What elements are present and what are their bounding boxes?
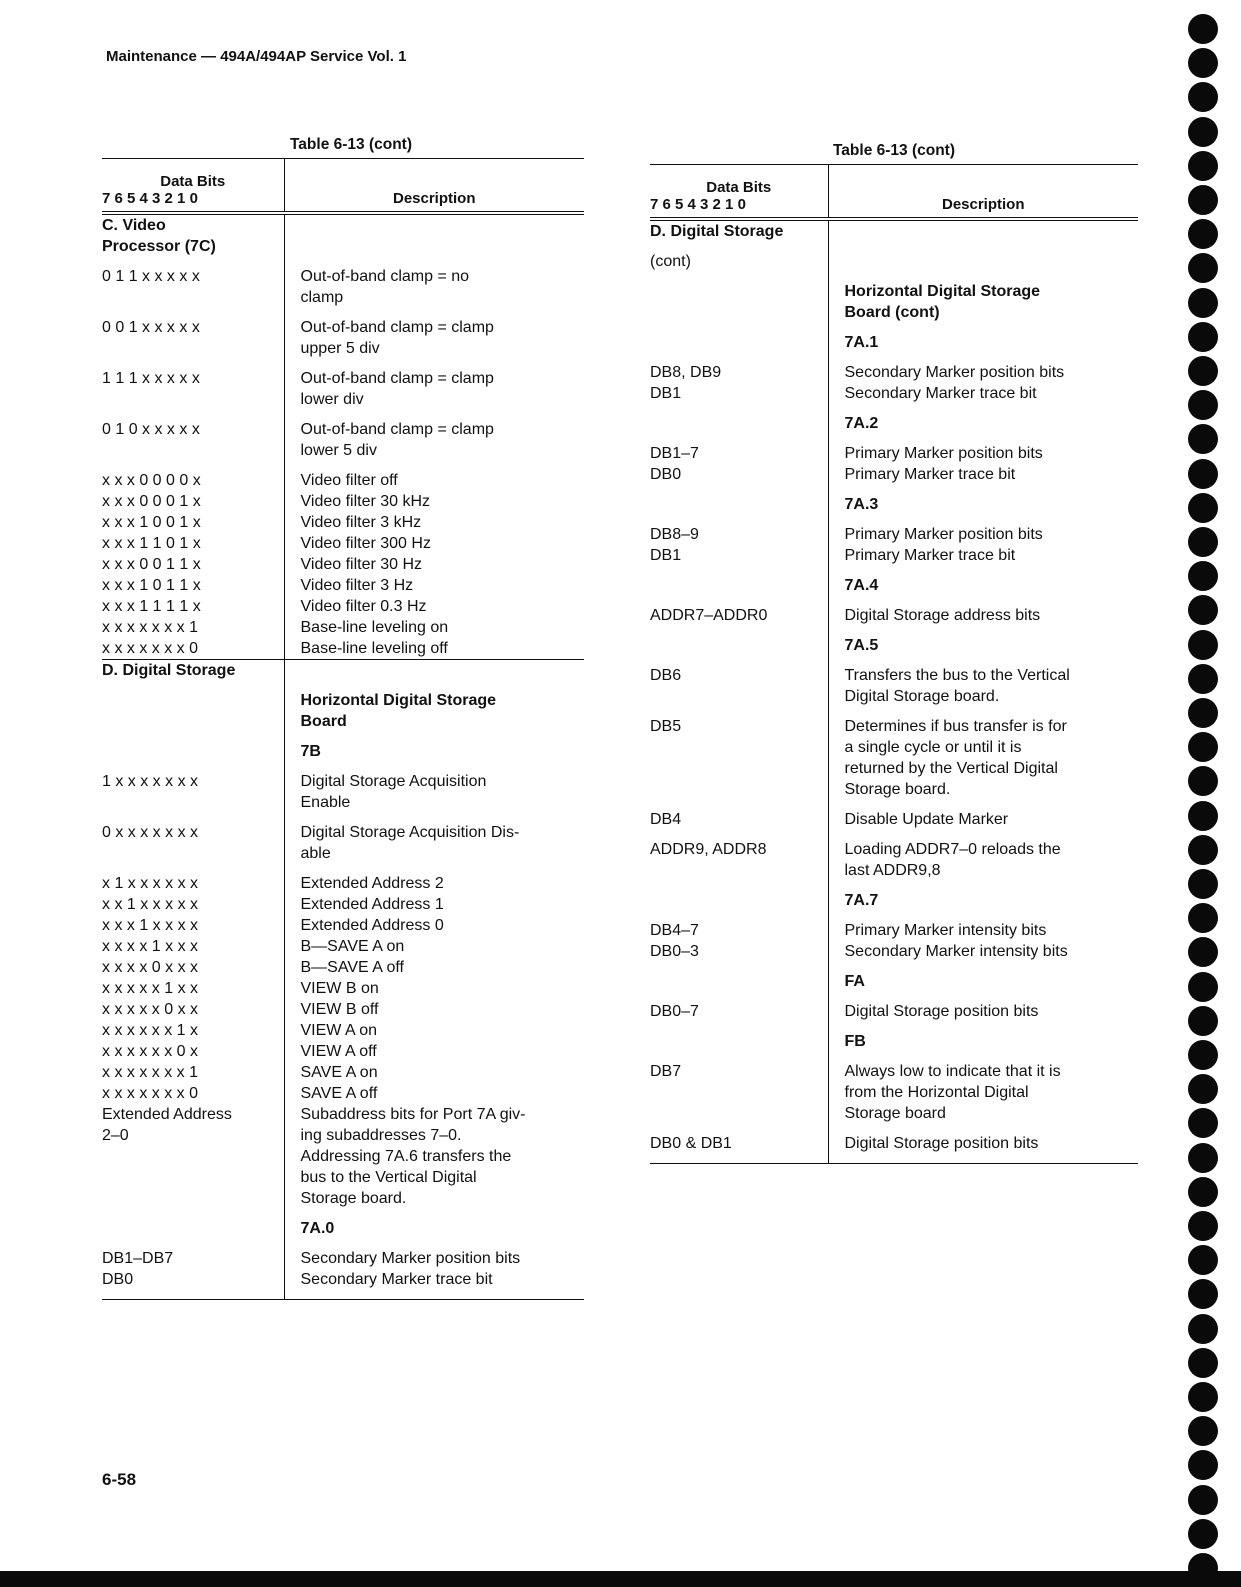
binder-hole [1188, 1211, 1218, 1241]
description-cell: Digital Storage Acquisition Dis- able [284, 822, 584, 873]
description-cell: Video filter 0.3 Hz [284, 596, 584, 617]
bits-cell [650, 635, 828, 665]
table-row [650, 494, 1138, 524]
description-cell: Digital Storage position bits [828, 1001, 1138, 1031]
description-cell: Extended Address 1 [284, 894, 584, 915]
bits-cell [650, 332, 828, 362]
bits-cell: x x x x x x x 0 [102, 1085, 199, 1102]
bits-cell: x x x x x x x 1 [102, 1064, 199, 1081]
table-row [102, 936, 584, 957]
bits-cell: x x x x x x 1 x [102, 1022, 199, 1039]
bits-cell: DB4 [650, 811, 682, 828]
bits-cell: DB7 [650, 1063, 682, 1080]
binder-hole [1188, 82, 1218, 112]
table-title: Table 6-13 (cont) [289, 136, 412, 153]
bits-cell: DB0 & DB1 [650, 1133, 828, 1164]
table-row [102, 660, 584, 691]
table-row [650, 1061, 1138, 1133]
bits-cell: DB6 [650, 667, 682, 684]
binder-hole [1188, 664, 1218, 694]
bits-cell: C. Video Processor (7C) [102, 217, 216, 255]
table-row [650, 281, 1138, 332]
table-row [102, 1020, 584, 1041]
binder-hole [1188, 14, 1218, 44]
table-row [650, 413, 1138, 443]
table-right [650, 142, 1138, 1164]
bits-cell: x x x 1 x x x x [102, 917, 199, 934]
table-row [650, 809, 1138, 839]
table-row [650, 890, 1138, 920]
page-number: 6-58 [102, 1470, 137, 1489]
col-header-data-bits: Data Bits 7 6 5 4 3 2 1 0 [102, 159, 284, 214]
binder-hole [1188, 937, 1218, 967]
description-cell: Base-line leveling on [284, 617, 584, 638]
description-cell: Determines if bus transfer is for a single cycle or until it is returned by the Vertical Digital Storage board. [828, 716, 1138, 809]
bits-cell [102, 690, 284, 741]
bits-cell: 0 0 1 x x x x x [102, 319, 200, 336]
binder-hole [1188, 1143, 1218, 1173]
table-row [102, 368, 584, 419]
bits-cell [650, 413, 828, 443]
table-row [650, 635, 1138, 665]
bits-cell: DB5 [650, 718, 682, 735]
bits-cell: (cont) [650, 253, 691, 270]
description-cell: Digital Storage address bits [828, 605, 1138, 635]
bits-cell: D. Digital Storage [102, 660, 284, 691]
binder-hole [1188, 698, 1218, 728]
description-cell: 7A.4 [828, 575, 1138, 605]
description-cell: Out-of-band clamp = clamp lower div [284, 368, 584, 419]
table-title: Table 6-13 (cont) [832, 142, 955, 159]
binder-hole [1188, 1040, 1218, 1070]
binder-hole [1188, 1519, 1218, 1549]
description-cell: 7A.7 [828, 890, 1138, 920]
binder-hole [1188, 801, 1218, 831]
bits-cell: x x x 1 1 1 1 x [102, 598, 201, 615]
table-row [650, 1133, 1138, 1164]
bits-cell [650, 281, 828, 332]
description-cell: Horizontal Digital Storage Board (cont) [828, 281, 1138, 332]
description-cell: SAVE A off [284, 1083, 584, 1104]
binder-hole [1188, 493, 1218, 523]
bits-cell: 1 1 1 x x x x x [102, 370, 200, 387]
table-left [102, 136, 584, 1300]
table-row [650, 524, 1138, 575]
binder-hole [1188, 1245, 1218, 1275]
description-cell: Video filter 30 kHz [284, 491, 584, 512]
table-row [650, 575, 1138, 605]
table-row [650, 605, 1138, 635]
table-row [102, 638, 584, 660]
table-row [650, 443, 1138, 494]
description-cell: Video filter 30 Hz [284, 554, 584, 575]
description-cell [828, 219, 1138, 251]
description-cell: Extended Address 2 [284, 873, 584, 894]
table-row [102, 1083, 584, 1104]
binder-hole [1188, 595, 1218, 625]
description-cell: VIEW A off [284, 1041, 584, 1062]
bits-cell: x x x x x x x 0 [102, 640, 199, 657]
scan-border [0, 1571, 1241, 1587]
bits-cell: x x x 1 0 1 1 x [102, 577, 201, 594]
table-row [102, 596, 584, 617]
description-cell: Secondary Marker position bits Secondary Marker trace bit [828, 362, 1138, 413]
description-cell: VIEW B on [284, 978, 584, 999]
description-cell: FB [828, 1031, 1138, 1061]
description-cell: Out-of-band clamp = clamp upper 5 div [284, 317, 584, 368]
description-cell: Extended Address 0 [284, 915, 584, 936]
description-cell: Horizontal Digital Storage Board [284, 690, 584, 741]
binder-hole [1188, 1279, 1218, 1309]
description-cell: Video filter 3 Hz [284, 575, 584, 596]
bits-cell: x x x x x x 0 x [102, 1043, 199, 1060]
binder-holes [1188, 0, 1228, 1587]
bits-cell: Extended Address 2–0 [102, 1106, 232, 1144]
description-cell: 7A.2 [828, 413, 1138, 443]
bits-cell: 0 1 0 x x x x x [102, 421, 200, 438]
bits-cell: 1 x x x x x x x [102, 773, 199, 790]
description-cell: VIEW B off [284, 999, 584, 1020]
col-header-description: Description [828, 165, 1138, 220]
bits-cell: 0 x x x x x x x [102, 824, 199, 841]
binder-hole [1188, 630, 1218, 660]
description-cell: Out-of-band clamp = no clamp [284, 266, 584, 317]
table-row [102, 317, 584, 368]
data-bits-table [102, 158, 584, 1300]
table-row [102, 575, 584, 596]
table-row [102, 1218, 584, 1248]
binder-hole [1188, 1314, 1218, 1344]
description-cell: Digital Storage Acquisition Enable [284, 771, 584, 822]
description-cell: SAVE A on [284, 1062, 584, 1083]
description-cell: Video filter 300 Hz [284, 533, 584, 554]
table-row [102, 213, 584, 266]
bits-cell: x x x 0 0 0 1 x [102, 493, 201, 510]
table-row [102, 690, 584, 741]
table-row [650, 920, 1138, 971]
bits-cell [102, 1218, 284, 1248]
bits-cell [650, 575, 828, 605]
table-row [102, 1041, 584, 1062]
table-row [102, 873, 584, 894]
bits-cell: DB0–7 [650, 1003, 699, 1020]
bits-cell: DB1–DB7 DB0 [102, 1248, 284, 1300]
bits-cell: D. Digital Storage [650, 223, 784, 240]
table-row [102, 266, 584, 317]
table-row [102, 822, 584, 873]
data-bits-table [650, 164, 1138, 1164]
table-row [102, 533, 584, 554]
binder-hole [1188, 732, 1218, 762]
bits-cell: DB4–7 DB0–3 [650, 922, 699, 960]
description-cell: FA [828, 971, 1138, 1001]
bits-cell: 0 1 1 x x x x x [102, 268, 200, 285]
table-row [650, 839, 1138, 890]
bits-cell: x x x x x 0 x x [102, 1001, 199, 1018]
description-cell: 7A.5 [828, 635, 1138, 665]
binder-hole [1188, 972, 1218, 1002]
description-cell [828, 251, 1138, 281]
binder-hole [1188, 903, 1218, 933]
bits-cell: x x x 1 1 0 1 x [102, 535, 201, 552]
binder-hole [1188, 390, 1218, 420]
bits-cell [102, 741, 284, 771]
binder-hole [1188, 322, 1218, 352]
description-cell: 7A.1 [828, 332, 1138, 362]
description-cell: 7A.3 [828, 494, 1138, 524]
binder-hole [1188, 835, 1218, 865]
bits-cell: x x x x x x x 1 [102, 619, 199, 636]
page-header: Maintenance — 494A/494AP Service Vol. 1 [106, 48, 407, 65]
table-row [102, 491, 584, 512]
bits-cell: DB8–9 DB1 [650, 526, 699, 564]
table-row [650, 971, 1138, 1001]
table-row [650, 1001, 1138, 1031]
table-row [102, 512, 584, 533]
description-cell: Secondary Marker position bits Secondary Marker trace bit [284, 1248, 584, 1300]
bits-cell [650, 1031, 828, 1061]
table-row [102, 771, 584, 822]
binder-hole [1188, 1177, 1218, 1207]
bits-cell [650, 494, 828, 524]
table-row [102, 957, 584, 978]
table-row [102, 1248, 584, 1300]
description-cell: Primary Marker position bits Primary Marker trace bit [828, 524, 1138, 575]
table-row [102, 915, 584, 936]
binder-hole [1188, 1382, 1218, 1412]
binder-hole [1188, 1006, 1218, 1036]
description-cell: Video filter off [284, 470, 584, 491]
bits-cell: x x x x x 1 x x [102, 980, 199, 997]
binder-hole [1188, 869, 1218, 899]
table-row [102, 741, 584, 771]
table-row [650, 219, 1138, 251]
binder-hole [1188, 253, 1218, 283]
binder-hole [1188, 185, 1218, 215]
table-row [102, 419, 584, 470]
description-cell: VIEW A on [284, 1020, 584, 1041]
table-row [102, 894, 584, 915]
binder-hole [1188, 288, 1218, 318]
binder-hole [1188, 356, 1218, 386]
description-cell: Transfers the bus to the Vertical Digital Storage board. [828, 665, 1138, 716]
binder-hole [1188, 219, 1218, 249]
bits-cell: x x x 0 0 1 1 x [102, 556, 201, 573]
description-cell: Loading ADDR7–0 reloads the last ADDR9,8 [828, 839, 1138, 890]
binder-hole [1188, 151, 1218, 181]
binder-hole [1188, 1450, 1218, 1480]
table-row [102, 470, 584, 491]
binder-hole [1188, 1348, 1218, 1378]
bits-cell [650, 890, 828, 920]
table-row [650, 332, 1138, 362]
description-cell: Base-line leveling off [284, 638, 584, 660]
description-cell: Disable Update Marker [828, 809, 1138, 839]
table-row [650, 1031, 1138, 1061]
description-cell: 7A.0 [284, 1218, 584, 1248]
table-row [102, 1062, 584, 1083]
bits-cell: x x x 1 0 0 1 x [102, 514, 201, 531]
binder-hole [1188, 117, 1218, 147]
description-cell [284, 213, 584, 266]
table-row [650, 362, 1138, 413]
description-cell: 7B [284, 741, 584, 771]
table-row [102, 617, 584, 638]
bits-cell [650, 971, 828, 1001]
description-cell: Always low to indicate that it is from the Horizontal Digital Storage board [828, 1061, 1138, 1133]
description-cell: B—SAVE A on [284, 936, 584, 957]
table-row [102, 1104, 584, 1218]
bits-cell: x x 1 x x x x x [102, 896, 199, 913]
table-row [650, 665, 1138, 716]
description-cell: Out-of-band clamp = clamp lower 5 div [284, 419, 584, 470]
bits-cell: DB8, DB9 DB1 [650, 364, 722, 402]
binder-hole [1188, 1485, 1218, 1515]
description-cell: Digital Storage position bits [828, 1133, 1138, 1164]
description-cell [284, 660, 584, 691]
binder-hole [1188, 1108, 1218, 1138]
binder-hole [1188, 48, 1218, 78]
description-cell: Primary Marker position bits Primary Marker trace bit [828, 443, 1138, 494]
binder-hole [1188, 766, 1218, 796]
binder-hole [1188, 424, 1218, 454]
table-row [650, 716, 1138, 809]
binder-hole [1188, 1416, 1218, 1446]
bits-cell: x x x x 0 x x x [102, 959, 199, 976]
bits-cell: x x x 0 0 0 0 x [102, 472, 201, 489]
table-row [102, 999, 584, 1020]
binder-hole [1188, 459, 1218, 489]
bits-cell: x x x x 1 x x x [102, 938, 199, 955]
bits-cell: DB1–7 DB0 [650, 445, 699, 483]
bits-cell: x 1 x x x x x x [102, 875, 199, 892]
description-cell: Subaddress bits for Port 7A giv- ing subaddresses 7–0. Addressing 7A.6 transfers the bus to the Vertical Digital Storage board. [284, 1104, 584, 1218]
col-header-description: Description [284, 159, 584, 214]
bits-cell: ADDR7–ADDR0 [650, 607, 768, 624]
table-row [650, 251, 1138, 281]
binder-hole [1188, 561, 1218, 591]
col-header-data-bits: Data Bits 7 6 5 4 3 2 1 0 [650, 165, 828, 220]
table-row [102, 554, 584, 575]
binder-hole [1188, 527, 1218, 557]
description-cell: Video filter 3 kHz [284, 512, 584, 533]
description-cell: B—SAVE A off [284, 957, 584, 978]
description-cell: Primary Marker intensity bits Secondary Marker intensity bits [828, 920, 1138, 971]
table-row [102, 978, 584, 999]
bits-cell: ADDR9, ADDR8 [650, 841, 767, 858]
binder-hole [1188, 1074, 1218, 1104]
